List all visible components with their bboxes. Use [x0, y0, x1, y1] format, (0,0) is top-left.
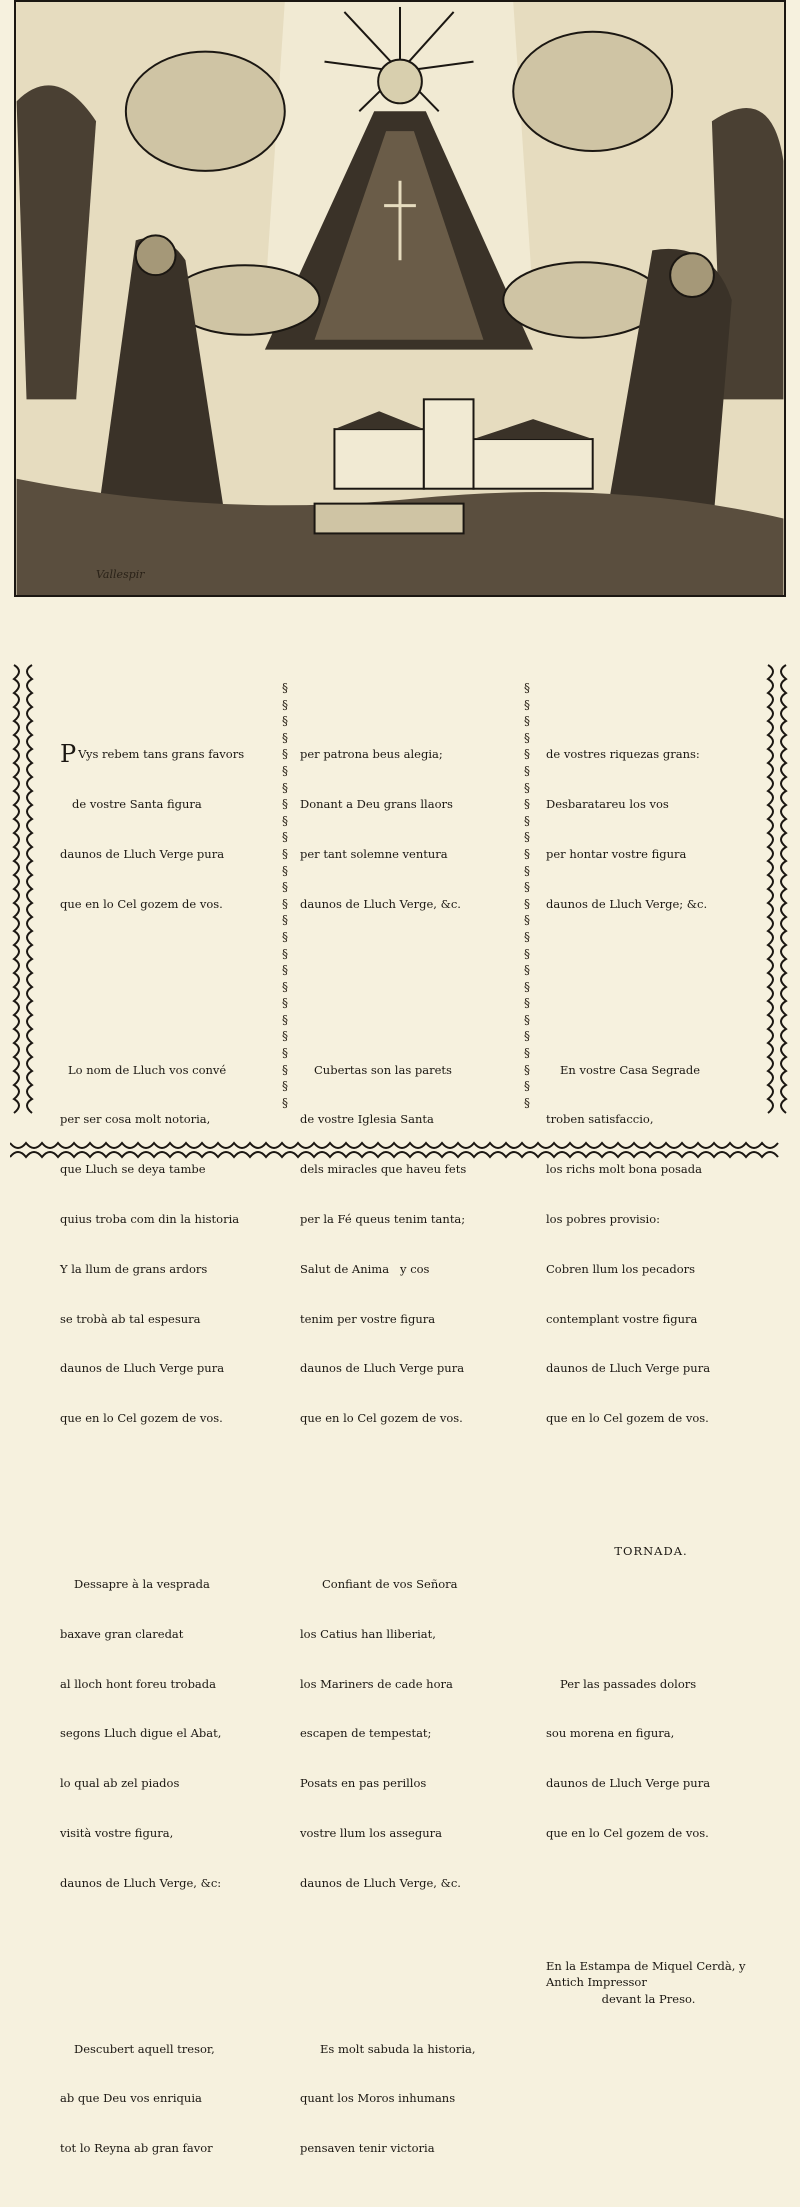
stanza-2 — [300, 1028, 515, 1459]
stanza-4 — [60, 2008, 275, 2191]
colophon-line: En la Estampa de Miquel Cerdà, y Antich Impressor — [546, 1958, 746, 1990]
verse-line: per patrona beus alegia; — [300, 747, 443, 762]
verse-line: segons Lluch digue el Abat, — [60, 1726, 222, 1741]
verse-line: escapen de tempestat; — [300, 1726, 432, 1741]
verse-line: Cubertas son las parets — [314, 1062, 452, 1077]
verse-line: Posats en pas perillos — [300, 1776, 427, 1791]
verse-line: que en lo Cel gozem de vos. — [546, 1411, 709, 1426]
colophon — [546, 1958, 751, 2008]
verse-line: baxave gran claredat — [60, 1626, 184, 1641]
verse-line: tenim per vostre figura — [300, 1311, 436, 1326]
verse-line: que Lluch se deya tambe — [60, 1162, 206, 1177]
verse-line: de vostres riquezas grans: — [546, 747, 700, 762]
verse-line: Cobren llum los pecadors — [546, 1261, 696, 1276]
verse-line: daunos de Lluch Verge, &c: — [60, 1875, 222, 1890]
verse-line: per tant solemne ventura — [300, 846, 448, 861]
poem-column-1 — [60, 680, 275, 2207]
verse-line: daunos de Lluch Verge pura — [60, 1361, 225, 1376]
woodcut-illustration — [14, 0, 786, 597]
verse-line: lo qual ab zel piados — [60, 1776, 180, 1791]
verse-line: quius troba com din la historia — [60, 1212, 240, 1226]
verse-line: vostre llum los assegura — [300, 1825, 442, 1840]
stanza-3 — [300, 1543, 515, 1925]
verse-line: daunos de Lluch Verge, &c. — [300, 1875, 461, 1890]
verse-line: Donant a Deu grans llaors — [300, 797, 453, 812]
verse-line: daunos de Lluch Verge; &c. — [546, 896, 708, 911]
verse-line: En vostre Casa Segrade — [560, 1062, 700, 1077]
drop-cap: P — [60, 740, 77, 769]
verse-line: Desbaratareu los vos — [546, 797, 669, 812]
ornamental-border-left-icon — [10, 655, 36, 1137]
verse-line: que en lo Cel gozem de vos. — [300, 1411, 463, 1426]
poem-column-3 — [546, 680, 756, 2024]
verse-line: los pobres provisio: — [546, 1212, 661, 1226]
verse-line: Confiant de vos Señora — [322, 1577, 458, 1592]
verse-line: Dessapre à la vesprada — [74, 1577, 210, 1592]
verse-line: tot lo Reyna ab gran favor — [60, 2141, 213, 2156]
verse-line: Y la llum de grans ardors — [60, 1261, 208, 1276]
section-sign-separator: § § § § § § § § § § § § § § § § § § § § § § § § § § — [524, 681, 530, 1110]
verse-line: pensaven tenir victoria — [300, 2141, 435, 2156]
verse-line: daunos de Lluch Verge pura — [60, 846, 225, 861]
verse-line: Es molt sabuda la historia, — [320, 2041, 476, 2056]
verse-line: los Catius han lliberiat, — [300, 1626, 436, 1641]
ornamental-border-right-icon — [764, 655, 790, 1137]
verse-line: Descubert aquell tresor, — [74, 2041, 215, 2056]
tornada-heading: TORNADA. — [614, 1543, 688, 1558]
verse-line: daunos de Lluch Verge, &c. — [300, 896, 461, 911]
poem-column-2 — [300, 680, 515, 2207]
stanza-1 — [300, 713, 515, 945]
verse-line: Vys rebem tans grans favors — [78, 747, 245, 762]
stanza-4 — [300, 2008, 515, 2191]
stanza-3 — [60, 1543, 275, 1925]
stanza-3 — [546, 1642, 756, 1874]
verse-line: que en lo Cel gozem de vos. — [60, 1411, 223, 1426]
stanza-2 — [60, 1028, 275, 1459]
verse-line: sou morena en figura, — [546, 1726, 675, 1741]
verse-line: dels miracles que haveu fets — [300, 1162, 467, 1177]
verse-line: que en lo Cel gozem de vos. — [60, 896, 223, 911]
verse-line: Salut de Anima y cos — [300, 1261, 430, 1276]
verse-line: per hontar vostre figura — [546, 846, 687, 861]
verse-line: los Mariners de cade hora — [300, 1676, 453, 1691]
verse-line: de vostre Iglesia Santa — [300, 1112, 434, 1127]
verse-line: ab que Deu vos enriquia — [60, 2091, 202, 2106]
woodcut-signature: Vallespir — [96, 568, 145, 581]
stanza-2 — [546, 1028, 756, 1459]
verse-line: visità vostre figura, — [60, 1825, 174, 1840]
verse-line: per la Fé queus tenim tanta; — [300, 1212, 466, 1226]
verse-line: daunos de Lluch Verge pura — [546, 1776, 711, 1791]
section-sign-separator: § § § § § § § § § § § § § § § § § § § § § § § § § § — [282, 681, 288, 1110]
stanza-1 — [60, 713, 275, 945]
verse-line: per ser cosa molt notoria, — [60, 1112, 211, 1127]
verse-line: que en lo Cel gozem de vos. — [546, 1825, 709, 1840]
verse-line: de vostre Santa figura — [72, 797, 202, 812]
verse-line: se trobà ab tal espesura — [60, 1311, 201, 1326]
verse-line: Per las passades dolors — [560, 1676, 697, 1691]
virgin-of-lluc-woodcut-icon — [16, 2, 784, 595]
verse-line: contemplant vostre figura — [546, 1311, 698, 1326]
verse-line: troben satisfaccio, — [546, 1112, 654, 1127]
verse-line: Lo nom de Lluch vos convé — [68, 1062, 227, 1077]
stanza-1 — [546, 713, 756, 945]
verse-line: daunos de Lluch Verge pura — [546, 1361, 711, 1376]
verse-line: los richs molt bona posada — [546, 1162, 702, 1177]
verse-line: al lloch hont foreu trobada — [60, 1676, 217, 1691]
colophon-line: devant la Preso. — [601, 1991, 696, 2006]
verse-line: quant los Moros inhumans — [300, 2091, 456, 2106]
verse-line: daunos de Lluch Verge pura — [300, 1361, 465, 1376]
